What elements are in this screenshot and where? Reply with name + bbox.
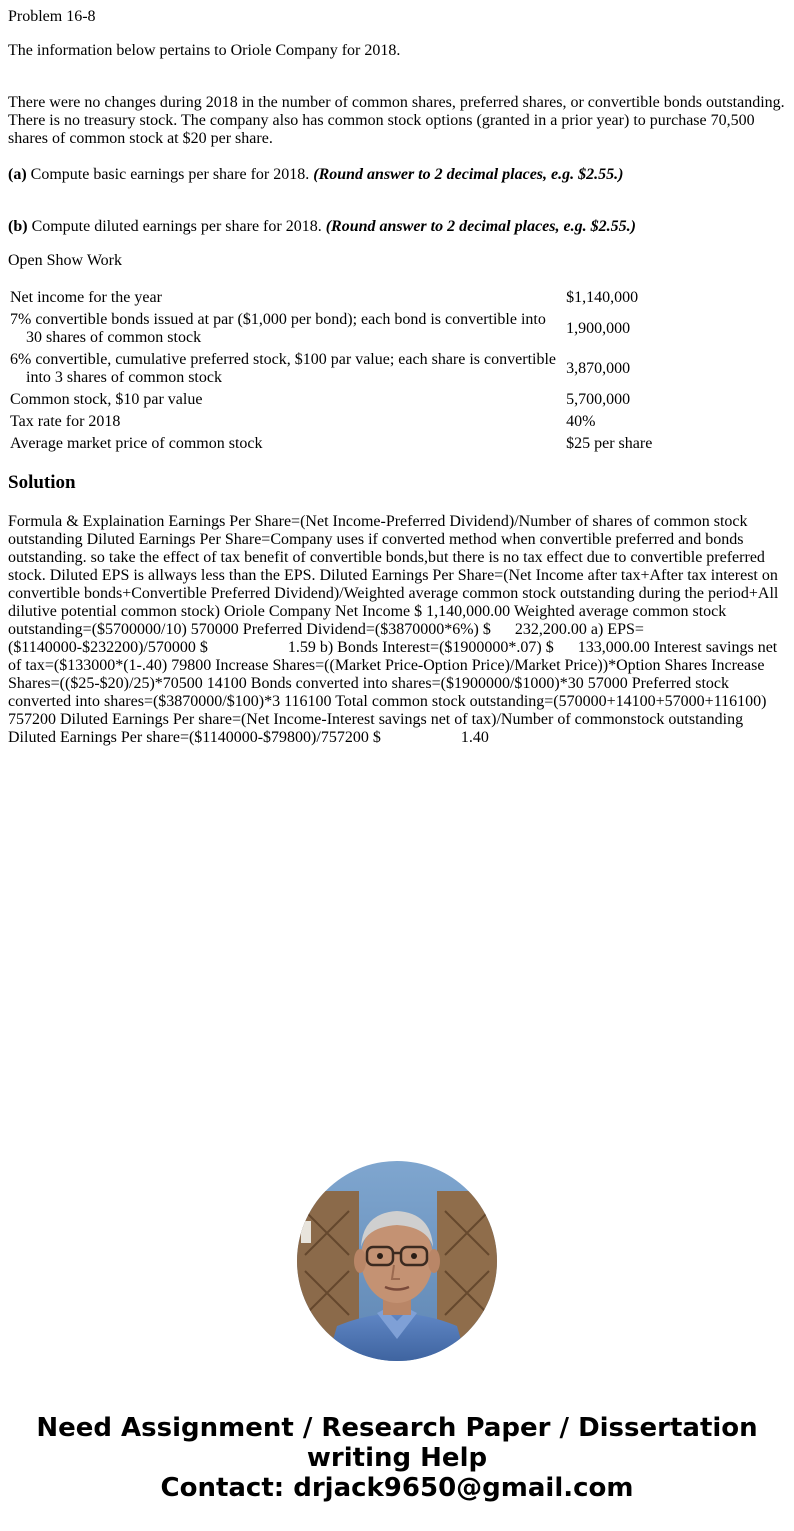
table-row xyxy=(10,412,784,432)
row-label: Common stock, $10 par value xyxy=(10,391,203,408)
question-b-text: Compute diluted earnings per share for 2018. xyxy=(27,218,326,235)
row-value: 1,900,000 xyxy=(566,320,631,337)
row-label: 7% convertible bonds issued at par ($1,000 per bond); each bond is convertible into 30 shares of common stock xyxy=(10,311,546,346)
row-label: Tax rate for 2018 xyxy=(10,413,121,430)
problem-description: There were no changes during 2018 in the number of common shares, preferred shares, or convertible bonds outstanding. There is no treasury stock. The company also has common stock options (granted in a prior year) to purchase 70,500 shares of common stock at $20 per share. xyxy=(8,94,785,147)
row-value: $25 per share xyxy=(566,435,653,452)
row-label: Net income for the year xyxy=(10,289,162,306)
table-row xyxy=(10,390,784,410)
question-b-label: (b) xyxy=(8,218,28,235)
open-show-work-link[interactable]: Open Show Work xyxy=(8,252,122,269)
promo-line-contact: Contact: drjack9650@gmail.com xyxy=(160,1473,634,1503)
question-a-text: Compute basic earnings per share for 2018. xyxy=(26,166,314,183)
solution-text: Formula & Explaination Earnings Per Share=(Net Income-Preferred Dividend)/Number of shares of common stock outstanding Diluted Earnings Per Share=Company uses if converted method when convertible preferred and bonds outstanding. so take the effect of tax benefit of convertible bonds,but there is no tax effect due to convertible preferred stock. Diluted EPS is allways less than the EPS. Diluted Earnings Per Share=(Net Income after tax+After tax interest on convertible bonds+Convertible Preferred Dividend)/Weighted average common stock outstanding during the period+All dilutive potential common stock) Oriole Company Net Income $ 1,140,000.00 Weighted average common stock outstanding=($5700000/10) 570000 Preferred Dividend=($3870000*6%) $ 232,200.00 a) EPS=($1140000-$232200)/570000 $ 1.59 b) Bonds Interest=($1900000*.07) $ 133,000.00 Interest savings net of tax=($133000*(1-.40) 79800 Increase Shares=((Market Price-Option Price)/Market Price))*Option Shares Increase Shares=(($25-$20)/25)*70500 14100 Bonds converted into shares=($1900000/$1000)*30 57000 Preferred stock converted into shares=($3870000/$100)*3 116100 Total common stock outstanding=(570000+14100+57000+116100) 757200 Diluted Earnings Per share=(Net Income-Interest savings net of tax)/Number of commonstock outstanding Diluted Earnings Per share=($1140000-$79800)/757200 $ 1.40 xyxy=(8,513,779,746)
author-portrait-image xyxy=(297,1161,497,1361)
question-a-label: (a) xyxy=(8,166,27,183)
promo-banner xyxy=(0,1413,794,1503)
row-value: $1,140,000 xyxy=(566,289,639,306)
row-value: 5,700,000 xyxy=(566,391,631,408)
author-avatar xyxy=(297,1161,497,1361)
row-label: Average market price of common stock xyxy=(10,435,263,452)
question-b xyxy=(8,218,786,236)
data-table xyxy=(8,286,786,456)
row-value: 3,870,000 xyxy=(566,360,631,377)
problem-intro: The information below pertains to Oriole Company for 2018. xyxy=(8,42,401,59)
row-value: 40% xyxy=(566,413,596,430)
table-row xyxy=(10,288,784,308)
solution-heading: Solution xyxy=(8,472,76,493)
table-row xyxy=(10,310,784,348)
table-row xyxy=(10,434,784,454)
question-a-note: (Round answer to 2 decimal places, e.g. $2.55.) xyxy=(313,166,624,183)
row-label: 6% convertible, cumulative preferred stock, $100 par value; each share is convertible into 3 shares of common stock xyxy=(10,351,556,386)
problem-title: Problem 16-8 xyxy=(8,8,96,25)
promo-line-help: Need Assignment / Research Paper / Dissertation writing Help xyxy=(36,1413,758,1473)
question-a xyxy=(8,166,786,184)
table-row xyxy=(10,350,784,388)
question-b-note: (Round answer to 2 decimal places, e.g. $2.55.) xyxy=(325,218,636,235)
